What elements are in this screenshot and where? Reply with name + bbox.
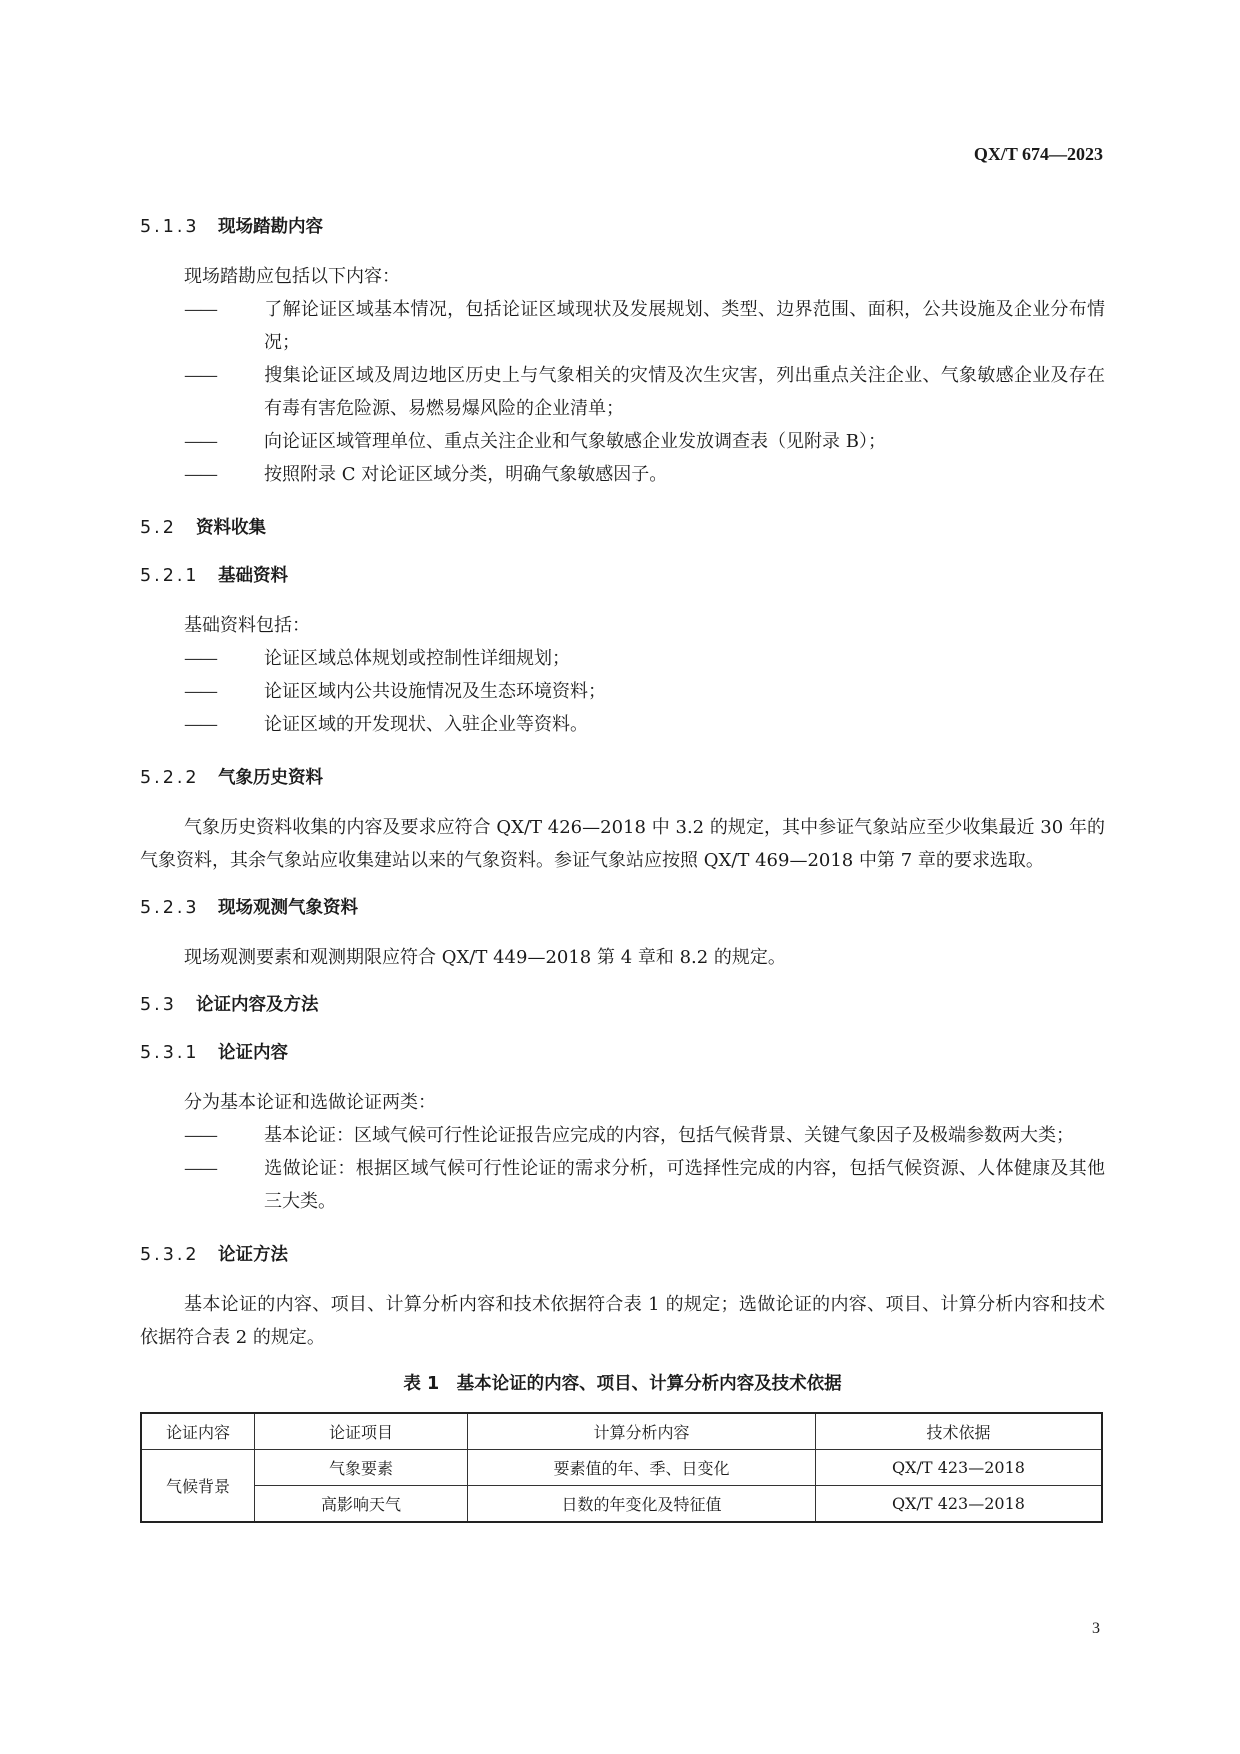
list-item: ——基本论证：区域气候可行性论证报告应完成的内容，包括气候背景、关键气象因子及极端参数两大类； [184,1119,1105,1152]
spec-table [140,1412,1103,1523]
table-cell: QX/T 423—2018 [816,1450,1103,1486]
table-cell: 高影响天气 [255,1486,468,1523]
column-header: 论证内容 [141,1413,255,1450]
list-item: ——论证区域内公共设施情况及生态环境资料； [184,675,1105,708]
section-paragraph: 现场观测要素和观测期限应符合 QX/T 449—2018 第 4 章和 8.2 的规定。 [184,947,786,968]
section-number: 5.3 [140,995,177,1015]
dash-marker [184,642,264,675]
section-number: 5.3.2 [140,1245,200,1265]
section-number: 5.2.2 [140,768,200,788]
section-title: 现场踏勘内容 [218,217,323,237]
column-header: 计算分析内容 [468,1413,816,1450]
section-heading-5-3-1 [140,1038,1105,1068]
section-heading-5-2-1 [140,561,1105,591]
list-item: ——向论证区域管理单位、重点关注企业和气象敏感企业发放调查表（见附录 B）； [184,425,1105,458]
section-number: 5.1.3 [140,217,200,237]
table-row [141,1450,1102,1486]
bullet-list [140,642,1105,741]
bullet-list [140,293,1105,491]
section-paragraph: 基本论证的内容、项目、计算分析内容和技术依据符合表 1 的规定；选做论证的内容、项目、计算分析内容和技术依据符合表 2 的规定。 [140,1294,1105,1348]
section-number: 5.2 [140,518,177,538]
list-item: ——了解论证区域基本情况，包括论证区域现状及发展规划、类型、边界范围、面积，公共设施及企业分布情况； [184,293,1105,359]
section-heading-5-2-2 [140,763,1105,793]
bullet-list [140,1119,1105,1218]
section-heading-5-1-3 [140,212,1105,242]
section-number: 5.2.3 [140,898,200,918]
table-header-row [141,1413,1102,1450]
document-body [140,212,1105,1523]
section-title: 基础资料 [218,566,288,586]
page-number: 3 [1092,1620,1100,1637]
column-header: 论证项目 [255,1413,468,1450]
dash-marker [184,1152,264,1185]
table-cell: 日数的年变化及特征值 [468,1486,816,1523]
section-intro: 基础资料包括： [184,615,310,636]
list-item: ——论证区域总体规划或控制性详细规划； [184,642,1105,675]
table-cell: QX/T 423—2018 [816,1486,1103,1523]
list-item: ——选做论证：根据区域气候可行性论证的需求分析，可选择性完成的内容，包括气候资源、人体健康及其他三大类。 [184,1152,1105,1218]
dash-marker [184,1119,264,1152]
standard-code: QX/T 674—2023 [973,144,1103,164]
section-number: 5.3.1 [140,1043,200,1063]
section-title: 论证方法 [218,1245,288,1265]
section-heading-5-2-3 [140,893,1105,923]
table-cell: 要素值的年、季、日变化 [468,1450,816,1486]
section-title: 气象历史资料 [218,768,323,788]
section-title: 论证内容 [218,1043,288,1063]
section-title: 现场观测气象资料 [218,898,358,918]
list-item: ——论证区域的开发现状、入驻企业等资料。 [184,708,1105,741]
table-row [141,1486,1102,1523]
dash-marker [184,425,264,458]
dash-marker [184,293,264,326]
section-heading-5-3 [140,990,1105,1020]
table-cell-group: 气候背景 [141,1450,255,1523]
dash-marker [184,359,264,392]
section-title: 论证内容及方法 [196,995,319,1015]
dash-marker [184,675,264,708]
section-paragraph: 气象历史资料收集的内容及要求应符合 QX/T 426—2018 中 3.2 的规定，其中参证气象站应至少收集最近 30 年的气象资料，其余气象站应收集建站以来的气象资料。参证气象站应按照 QX/T 469—2018 中第 7 章的要求选取。 [140,817,1105,871]
section-intro: 分为基本论证和选做论证两类： [184,1092,436,1113]
list-item: ——按照附录 C 对论证区域分类，明确气象敏感因子。 [184,458,1105,491]
section-heading-5-2 [140,513,1105,543]
section-number: 5.2.1 [140,566,200,586]
list-item: ——搜集论证区域及周边地区历史上与气象相关的灾情及次生灾害，列出重点关注企业、气象敏感企业及存在有毒有害危险源、易燃易爆风险的企业清单； [184,359,1105,425]
section-intro: 现场踏勘应包括以下内容： [184,266,400,287]
table-title: 表 1 基本论证的内容、项目、计算分析内容及技术依据 [403,1374,842,1394]
section-heading-5-3-2 [140,1240,1105,1270]
table-cell: 气象要素 [255,1450,468,1486]
dash-marker [184,458,264,491]
section-title: 资料收集 [196,518,266,538]
column-header: 技术依据 [816,1413,1103,1450]
dash-marker [184,708,264,741]
